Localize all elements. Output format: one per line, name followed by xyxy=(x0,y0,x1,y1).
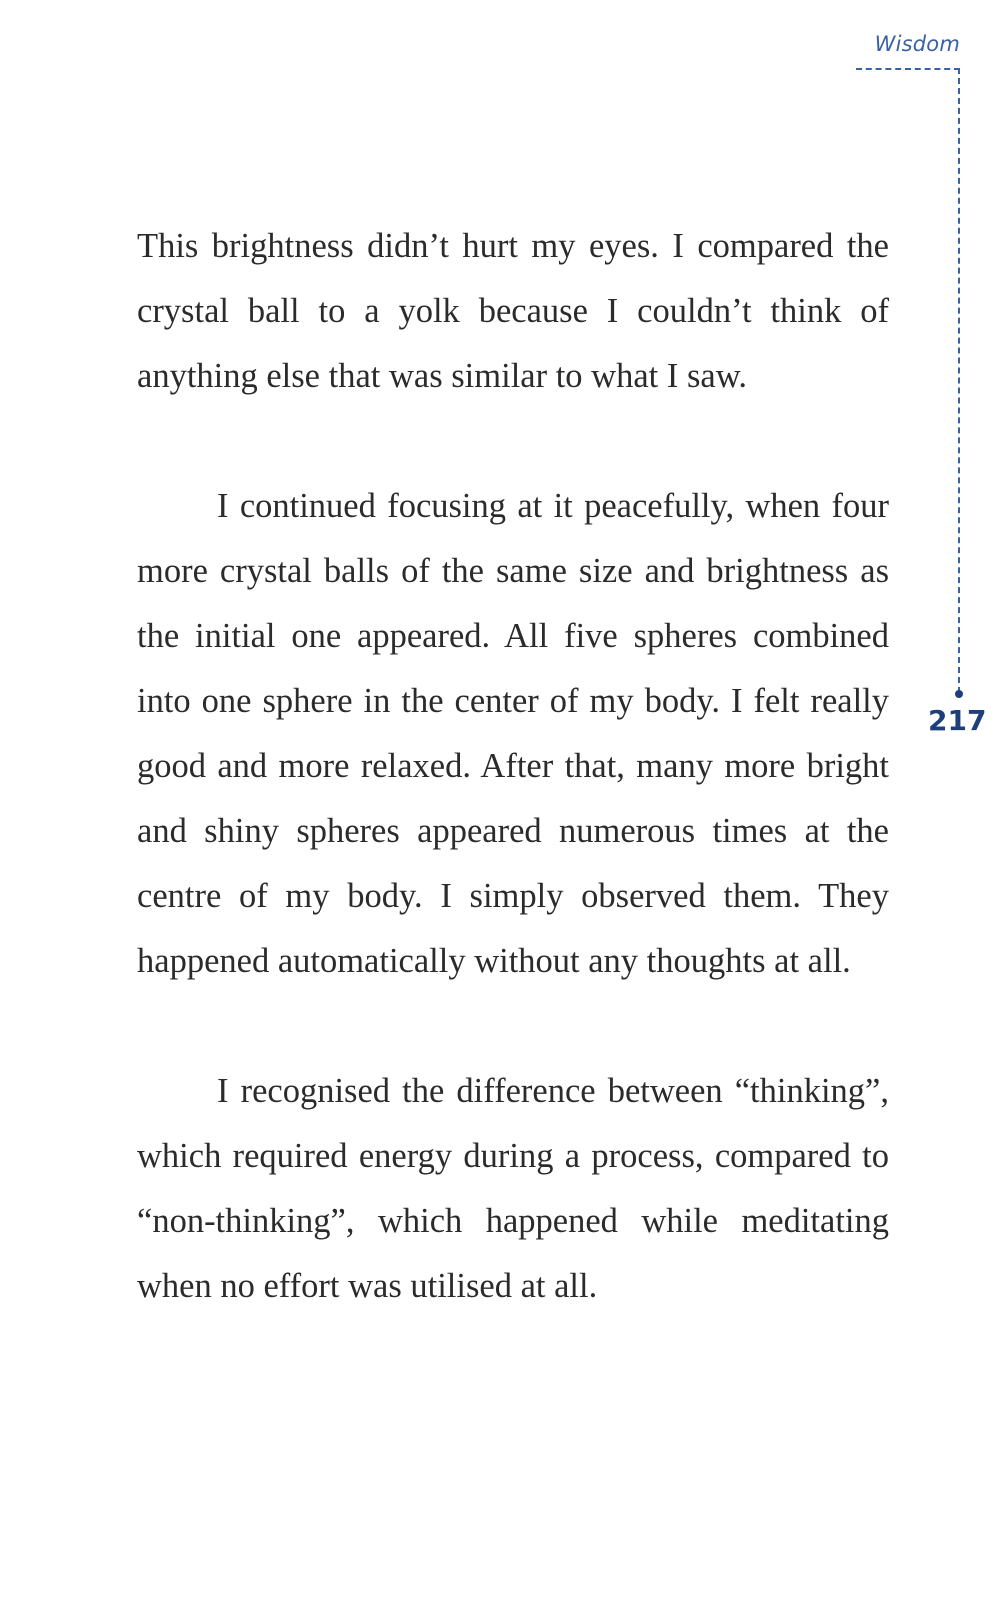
page-number: 217 xyxy=(928,704,987,737)
guide-dot xyxy=(955,690,963,698)
paragraph-3: I recognised the difference between “thinking”, which required energy during a process, compared to “non-thinking”, which happened while meditating when no effort was utilised at all. xyxy=(137,1072,889,1305)
body-text xyxy=(137,214,889,1319)
header-guide-line xyxy=(856,68,960,70)
paragraph-1: This brightness didn’t hurt my eyes. I compared the crystal ball to a yolk because I couldn’t think of anything else that was similar to what I saw. xyxy=(137,227,889,395)
running-header: Wisdom xyxy=(874,32,960,56)
margin-guide-line xyxy=(958,68,960,693)
paragraph-2: I continued focusing at it peacefully, when four more crystal balls of the same size and brightness as the initial one appeared. All five spheres combined into one sphere in the center of my body. I felt really good and more relaxed. After that, many more bright and shiny spheres appeared numerous times at the centre of my body. I simply observed them. They happened automatically without any thoughts at all. xyxy=(137,487,889,980)
